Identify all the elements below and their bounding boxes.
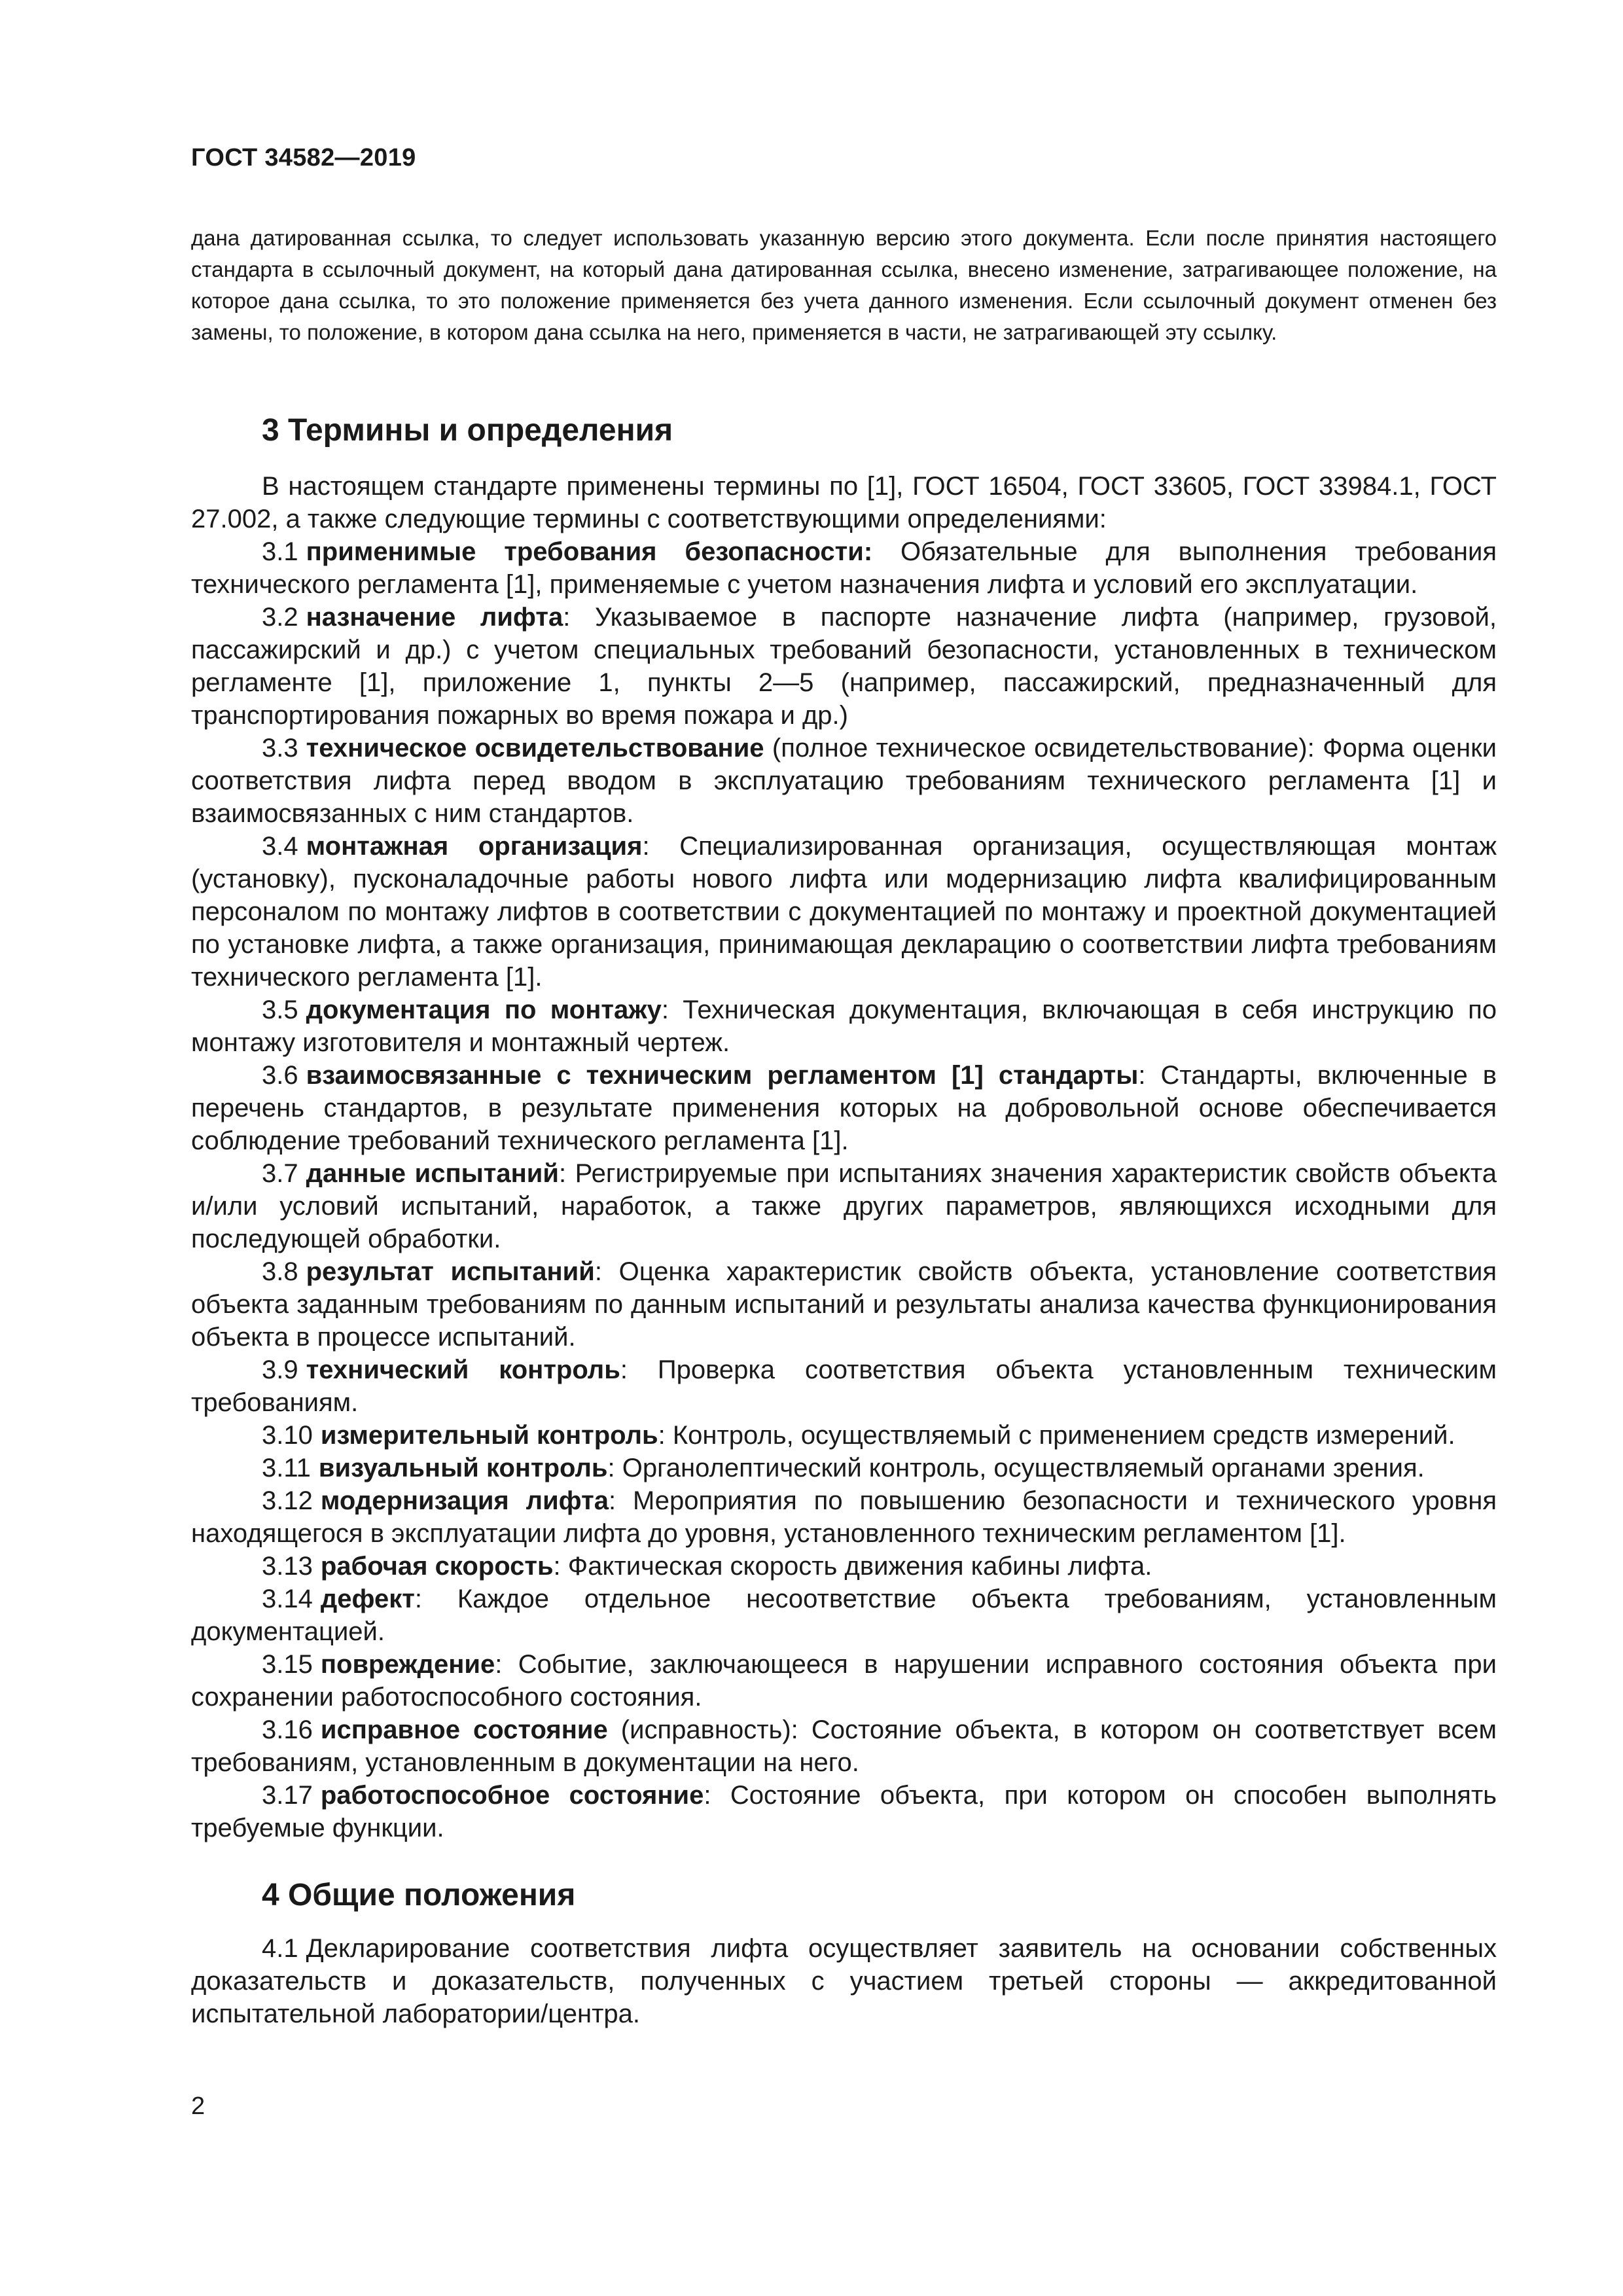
document-code-header: ГОСТ 34582—2019: [191, 144, 416, 171]
term-title: технический контроль: [306, 1355, 620, 1384]
section-3-lead: В настоящем стандарте применены термины по [1], ГОСТ 16504, ГОСТ 33605, ГОСТ 33984.1, ГОСТ 27.002, а также следующие термины с соответствующими определениями:: [191, 472, 1497, 533]
term-number: 3.16: [262, 1715, 313, 1744]
term-definition: : Мероприятия по повышению безопасности и технического уровня находящегося в эксплуатации лифта до уровня, установленного техническим регламентом [1].: [191, 1486, 1497, 1548]
term-3-9: [191, 1354, 1497, 1419]
page-number: 2: [191, 2092, 205, 2120]
term-title: взаимосвязанные с техническим регламентом [1] стандарты: [306, 1061, 1139, 1090]
term-definition: : Органолептический контроль, осуществляемый органами зрения.: [607, 1454, 1425, 1482]
term-3-12: [191, 1484, 1497, 1550]
term-title: данные испытаний: [306, 1159, 559, 1188]
term-title: техническое освидетельствование: [306, 734, 764, 762]
term-title: исправное состояние: [320, 1715, 608, 1744]
term-definition: : Состояние объекта, в котором он соответствует всем требованиям, установленным в документации на него.: [191, 1715, 1497, 1777]
clause-4-1: [191, 1932, 1497, 2030]
term-title: рабочая скорость: [320, 1552, 554, 1581]
term-number: 3.8: [262, 1257, 298, 1286]
term-title: документация по монтажу: [306, 996, 662, 1024]
intro-paragraph: дана датированная ссылка, то следует использовать указанную версию этого документа. Если после принятия настоящего стандарта в ссылочный документ, на который дана датированная ссылка, внесено изменение, затрагивающее положение, на которое дана ссылка, то это положение применяется без учета данного изменения. Если ссылочный документ отменен без замены, то положение, в котором дана ссылка на него, применяется в части, не затрагивающей эту ссылку.: [191, 226, 1497, 344]
term-definition: : Каждое отдельное несоответствие объекта требованиям, установленным документацией.: [191, 1585, 1497, 1646]
term-title: работоспособное состояние: [320, 1781, 704, 1810]
term-3-6: [191, 1059, 1497, 1157]
term-3-5: [191, 994, 1497, 1059]
term-number: 3.2: [262, 603, 298, 632]
term-number: 3.11: [262, 1454, 311, 1482]
term-number: 3.7: [262, 1159, 298, 1188]
term-3-1: [191, 535, 1497, 601]
clause-number: 4.1: [262, 1934, 298, 1963]
term-definition: : Состояние объекта, при котором он способен выполнять требуемые функции.: [191, 1781, 1497, 1842]
term-definition: : Проверка соответствия объекта установленным техническим требованиям.: [191, 1355, 1497, 1417]
term-3-17: [191, 1779, 1497, 1844]
term-definition: : Стандарты, включенные в перечень стандартов, в результате применения которых на добровольной основе обеспечивается соблюдение требований технического регламента [1].: [191, 1061, 1497, 1155]
term-qualifier: (исправность): [607, 1715, 791, 1744]
term-definition: : Событие, заключающееся в нарушении исправного состояния объекта при сохранении работоспособного состояния.: [191, 1650, 1497, 1712]
term-3-16: [191, 1713, 1497, 1779]
section-4-body: [191, 1932, 1497, 2030]
term-number: 3.1: [262, 537, 298, 566]
term-title: результат испытаний: [306, 1257, 595, 1286]
term-definition: : Оценка характеристик свойств объекта, установление соответствия объекта заданным требованиям по данным испытаний и результаты анализа качества функционирования объекта в процессе испытаний.: [191, 1257, 1497, 1352]
term-3-8: [191, 1255, 1497, 1354]
term-3-3: [191, 732, 1497, 830]
term-title: модернизация лифта: [320, 1486, 609, 1515]
term-3-13: [191, 1550, 1497, 1583]
term-number: 3.12: [262, 1486, 313, 1515]
section-4-heading: 4 Общие положения: [262, 1878, 576, 1912]
term-number: 3.4: [262, 832, 298, 861]
term-3-4: [191, 830, 1497, 994]
term-colon: :: [863, 537, 873, 566]
term-number: 3.17: [262, 1781, 313, 1810]
term-3-10: [191, 1419, 1497, 1452]
term-number: 3.3: [262, 734, 298, 762]
term-definition: : Указываемое в паспорте назначение лифта (например, грузовой, пассажирский и др.) с учетом специальных требований безопасности, установленных в техническом регламенте [1], приложение 1, пункты 2—5 (например, пассажирский, предназначенный для транспортирования пожарных во время пожара и др.): [191, 603, 1497, 730]
term-definition: Обязательные для выполнения требования технического регламента [1], применяемые с учетом назначения лифта и условий его эксплуатации.: [191, 537, 1497, 599]
term-number: 3.10: [262, 1421, 313, 1450]
term-3-7: [191, 1157, 1497, 1255]
term-number: 3.13: [262, 1552, 313, 1581]
term-3-2: [191, 601, 1497, 732]
term-title: визуальный контроль: [318, 1454, 608, 1482]
term-definition: : Специализированная организация, осуществляющая монтаж (установку), пусконаладочные работы нового лифта или модернизацию лифта квалифицированным персоналом по монтажу лифтов в соответствии с документацией по монтажу и проектной документацией по установке лифта, а также организация, принимающая декларацию о соответствии лифта требованиям технического регламента [1].: [191, 832, 1497, 992]
term-number: 3.9: [262, 1355, 298, 1384]
section-3-body: [191, 470, 1497, 1844]
term-number: 3.14: [262, 1585, 313, 1613]
section-3-heading: 3 Термины и определения: [262, 413, 673, 448]
term-number: 3.6: [262, 1061, 298, 1090]
term-definition: : Техническая документация, включающая в себя инструкцию по монтажу изготовителя и монтажный чертеж.: [191, 996, 1497, 1057]
term-qualifier: (полное техническое освидетельствование): [764, 734, 1308, 762]
term-definition: : Контроль, осуществляемый с применением средств измерений.: [658, 1421, 1455, 1450]
term-title: измерительный контроль: [320, 1421, 658, 1450]
term-title: назначение лифта: [306, 603, 563, 632]
term-definition: : Форма оценки соответствия лифта перед вводом в эксплуатацию требованиям технического регламента [1] и взаимосвязанных с ним стандартов.: [191, 734, 1497, 828]
term-title: повреждение: [320, 1650, 495, 1679]
term-3-14: [191, 1583, 1497, 1648]
term-title: монтажная организация: [306, 832, 643, 861]
term-number: 3.5: [262, 996, 298, 1024]
term-3-11: [191, 1452, 1497, 1484]
term-definition: : Фактическая скорость движения кабины лифта.: [553, 1552, 1152, 1581]
term-3-15: [191, 1648, 1497, 1713]
term-definition: : Регистрируемые при испытаниях значения характеристик свойств объекта и/или условий испытаний, наработок, а также других параметров, являющихся исходными для последующей обработки.: [191, 1159, 1497, 1253]
term-title: применимые требования безопасности: [306, 537, 864, 566]
clause-text: Декларирование соответствия лифта осуществляет заявитель на основании собственных доказательств и доказательств, полученных с участием третьей стороны — аккредитованной испытательной лаборатории/центра.: [191, 1934, 1497, 2028]
term-title: дефект: [320, 1585, 415, 1613]
term-number: 3.15: [262, 1650, 313, 1679]
